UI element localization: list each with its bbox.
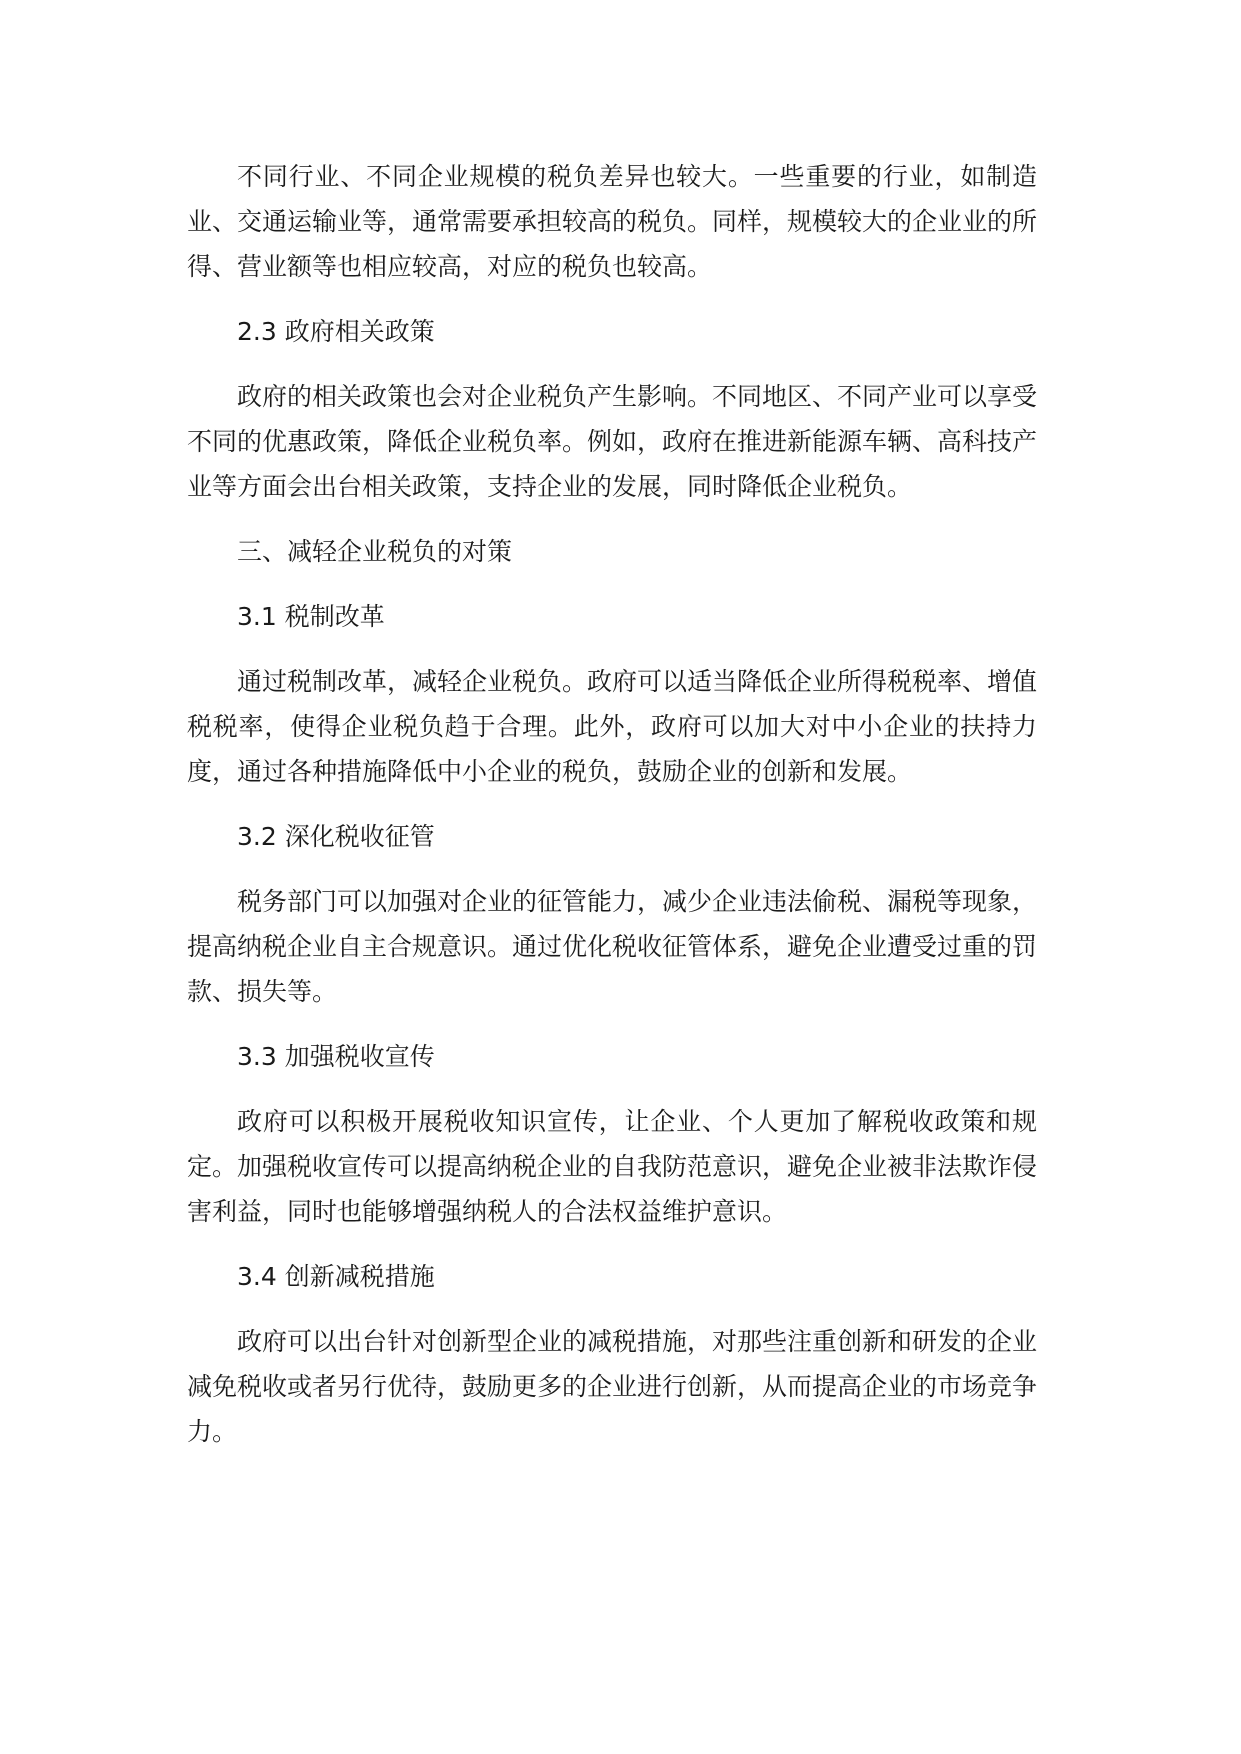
document-body (187, 154, 1037, 1474)
section-heading-3-1: 3.1 税制改革 (237, 602, 385, 631)
chapter-heading-3: 三、减轻企业税负的对策 (237, 537, 513, 566)
paragraph-tax-reform: 通过税制改革，减轻企业税负。政府可以适当降低企业所得税税率、增值税税率，使得企业税负趋于合理。此外，政府可以加大对中小企业的扶持力度，通过各种措施降低中小企业的税负，鼓励企业的创新和发展。 (187, 667, 1038, 786)
section-heading-2-3: 2.3 政府相关政策 (237, 317, 435, 346)
paragraph-tax-administration: 税务部门可以加强对企业的征管能力，减少企业违法偷税、漏税等现象，提高纳税企业自主合规意识。通过优化税收征管体系，避免企业遭受过重的罚款、损失等。 (187, 887, 1038, 1006)
section-heading-3-3: 3.3 加强税收宣传 (237, 1042, 435, 1071)
section-heading-3-2: 3.2 深化税收征管 (237, 822, 435, 851)
paragraph-industry-tax-differences: 不同行业、不同企业规模的税负差异也较大。一些重要的行业，如制造业、交通运输业等，通常需要承担较高的税负。同样，规模较大的企业业的所得、营业额等也相应较高，对应的税负也较高。 (187, 162, 1038, 281)
paragraph-innovative-tax-cuts: 政府可以出台针对创新型企业的减税措施，对那些注重创新和研发的企业减免税收或者另行优待，鼓励更多的企业进行创新，从而提高企业的市场竞争力。 (187, 1327, 1038, 1446)
paragraph-tax-publicity: 政府可以积极开展税收知识宣传，让企业、个人更加了解税收政策和规定。加强税收宣传可以提高纳税企业的自我防范意识，避免企业被非法欺诈侵害利益，同时也能够增强纳税人的合法权益维护意识。 (187, 1107, 1038, 1226)
paragraph-government-policy: 政府的相关政策也会对企业税负产生影响。不同地区、不同产业可以享受不同的优惠政策，降低企业税负率。例如，政府在推进新能源车辆、高科技产业等方面会出台相关政策，支持企业的发展，同时降低企业税负。 (187, 382, 1038, 501)
section-heading-3-4: 3.4 创新减税措施 (237, 1262, 435, 1291)
